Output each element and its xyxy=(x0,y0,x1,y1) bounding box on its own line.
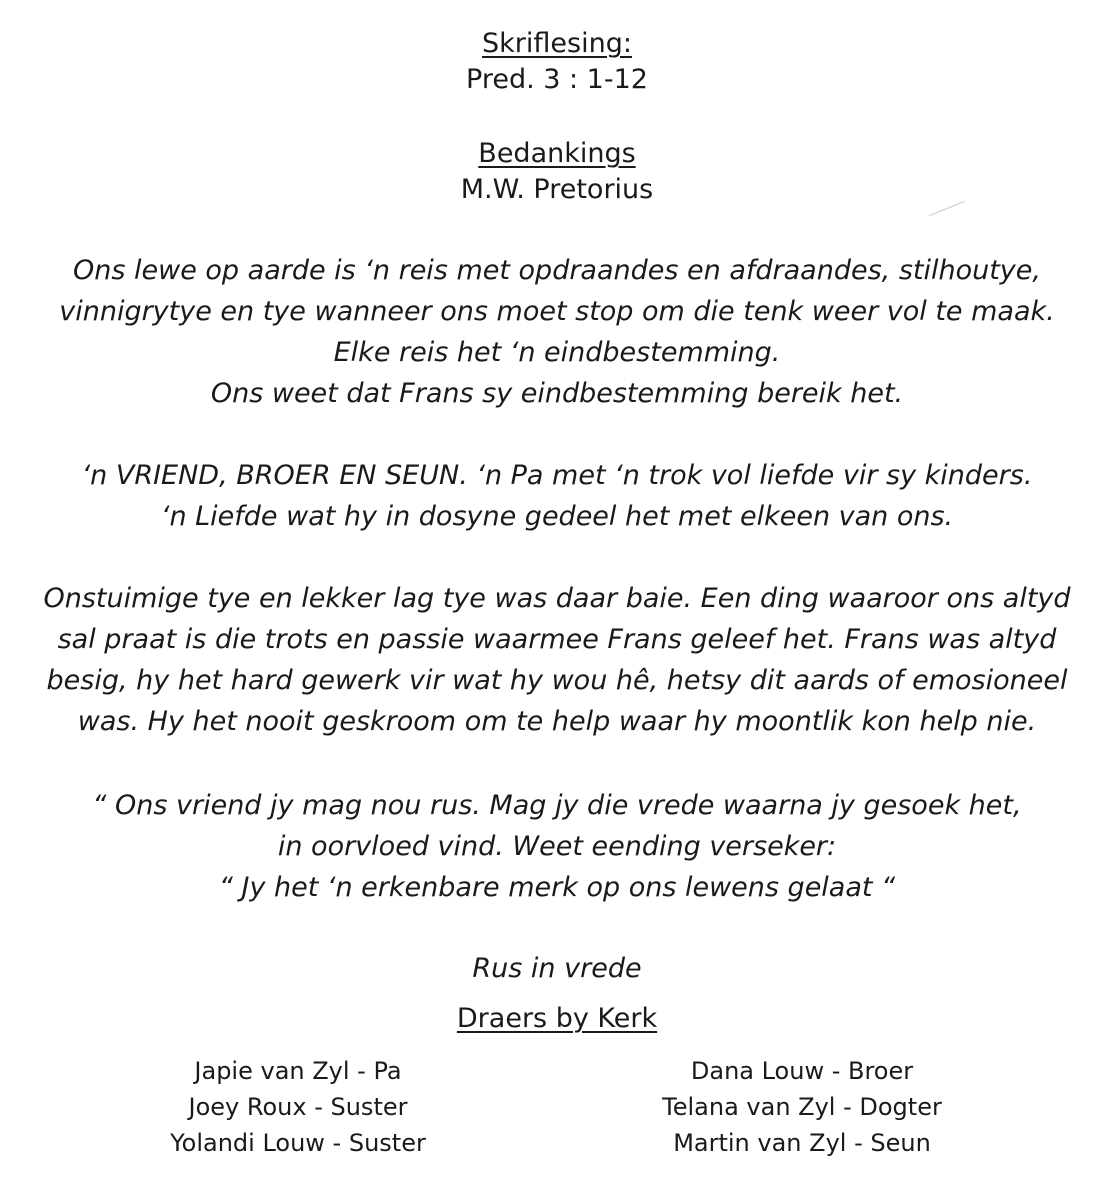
bearer-name: Martin van Zyl - Seun xyxy=(673,1129,931,1157)
tribute-line: “ Ons vriend jy mag nou rus. Mag jy die vrede waarna jy gesoek het, xyxy=(92,790,1022,821)
bearers-heading: Draers by Kerk xyxy=(456,1003,658,1034)
tribute-line: Ons lewe op aarde is ‘n reis met opdraandes en afdraandes, stilhoutye, xyxy=(73,255,1041,286)
reading-reference: Pred. 3 : 1-12 xyxy=(466,64,648,95)
thanks-name: M.W. Pretorius xyxy=(460,174,654,205)
closing-line: Rus in vrede xyxy=(472,953,642,984)
bearer-name: Telana van Zyl - Dogter xyxy=(662,1093,942,1121)
bearers-right-column xyxy=(650,1053,954,1161)
tribute-line: in oorvloed vind. Weet eending verseker: xyxy=(277,831,837,862)
bearer-name: Japie van Zyl - Pa xyxy=(194,1057,402,1085)
tribute-paragraph-3 xyxy=(0,578,1114,742)
tribute-line: Onstuimige tye en lekker lag tye was daar baie. Een ding waaroor ons altyd xyxy=(43,583,1071,614)
tribute-line: “ Jy het ‘n erkenbare merk op ons lewens gelaat “ xyxy=(218,872,896,903)
bearers-left-column xyxy=(148,1053,448,1161)
tribute-line: ‘n VRIEND, BROER EN SEUN. ‘n Pa met ‘n trok vol liefde vir sy kinders. xyxy=(81,460,1033,491)
tribute-line: besig, hy het hard gewerk vir wat hy wou hê, hetsy dit aards of emosioneel xyxy=(46,665,1068,696)
tribute-line: sal praat is die trots en passie waarmee Frans geleef het. Frans was altyd xyxy=(57,624,1057,655)
tribute-line: Ons weet dat Frans sy eindbestemming bereik het. xyxy=(210,378,904,409)
bearer-name: Yolandi Louw - Suster xyxy=(170,1129,426,1157)
tribute-line: was. Hy het nooit geskroom om te help waar hy moontlik kon help nie. xyxy=(77,706,1037,737)
tribute-line: Elke reis het ‘n eindbestemming. xyxy=(333,337,781,368)
tribute-line: ‘n Liefde wat hy in dosyne gedeel het met elkeen van ons. xyxy=(160,501,954,532)
tribute-paragraph-1 xyxy=(0,250,1114,414)
reading-heading: Skriflesing: xyxy=(482,28,632,59)
tribute-paragraph-2 xyxy=(0,455,1114,537)
tribute-line: vinnigrytye en tye wanneer ons moet stop om die tenk weer vol te maak. xyxy=(59,296,1055,327)
thanks-heading: Bedankings xyxy=(478,138,636,169)
bearer-name: Joey Roux - Suster xyxy=(188,1093,408,1121)
tribute-paragraph-4 xyxy=(0,785,1114,908)
bearer-name: Dana Louw - Broer xyxy=(690,1057,914,1085)
